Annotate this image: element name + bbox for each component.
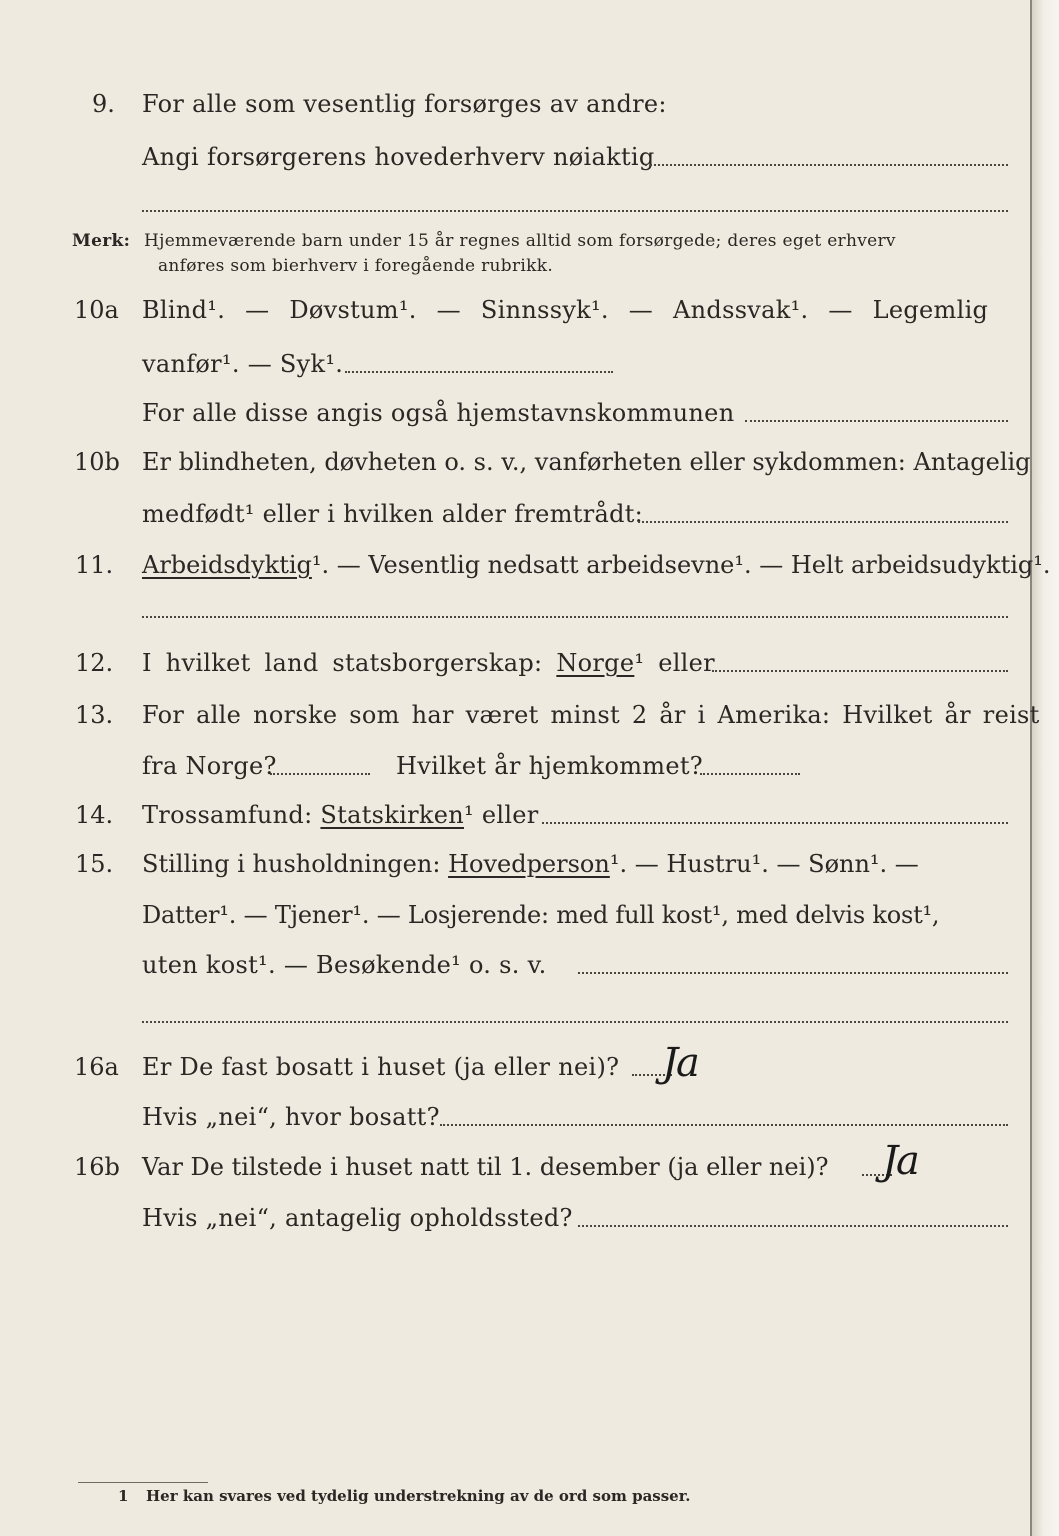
q11-number: 11.: [75, 551, 114, 579]
q11-line: [142, 550, 1051, 580]
merk-line2: anføres som bierhverv i foregående rubrikk.: [158, 256, 554, 276]
q12-norge: Norge: [556, 649, 635, 677]
q12-question: I hvilket land statsborgerskap:: [142, 649, 543, 677]
q15-line3: uten kost¹. — Besøkende¹ o. s. v.: [142, 951, 547, 979]
q11-extra-line: [142, 616, 1008, 618]
q16a-where-line: [440, 1124, 1008, 1126]
q14-answer-line: [542, 822, 1008, 824]
footnote-text: Her kan svares ved tydelig understrekning av de ord som passer.: [146, 1487, 691, 1505]
q11-rest: ¹. — Vesentlig nedsatt arbeidsevne¹. — Helt arbeidsudyktig¹.: [311, 551, 1051, 579]
q12-line: [142, 648, 715, 678]
q10a-home-line: [745, 420, 1008, 422]
q16b-number: 16b: [74, 1153, 120, 1181]
q9-answer-line: [645, 164, 1008, 166]
q14-label: Trossamfund:: [142, 801, 313, 829]
q13-left-line: [270, 773, 370, 775]
q11-arbeidsdyktig: Arbeidsdyktig: [142, 551, 312, 579]
q16a-number: 16a: [74, 1053, 119, 1081]
q16b-line2: Hvis „nei“, antagelig opholdssted?: [142, 1204, 573, 1232]
q16b-line1: Var De tilstede i huset natt til 1. desember (ja eller nei)?: [142, 1153, 829, 1181]
footnote-marker: 1: [118, 1487, 129, 1505]
footnote-rule: [78, 1482, 208, 1483]
q13-line2a: fra Norge?: [142, 752, 277, 780]
q15-line2: Datter¹. — Tjener¹. — Losjerende: med full kost¹, med delvis kost¹,: [142, 901, 940, 929]
merk-label: Merk:: [72, 231, 131, 251]
q10b-line2: medfødt¹ eller i hvilken alder fremtrådt:: [142, 500, 644, 528]
q15-number: 15.: [75, 850, 114, 878]
q12-number: 12.: [75, 649, 114, 677]
q10a-line3: For alle disse angis også hjemstavnskommunen: [142, 399, 735, 427]
q14-eller: ¹ eller: [463, 801, 539, 829]
q10b-line1: Er blindheten, døvheten o. s. v., vanførheten eller sykdommen: Antagelig: [142, 448, 1031, 476]
q12-answer-line: [712, 670, 1008, 672]
q13-line2b: Hvilket år hjemkommet?: [396, 752, 703, 780]
q16a-handwritten-answer: Ja: [662, 1040, 698, 1086]
q16b-stay-line: [578, 1225, 1008, 1227]
q15-answer-line: [578, 972, 1008, 974]
merk-line1: Hjemmeværende barn under 15 år regnes alltid som forsørgede; deres eget erhverv: [144, 231, 896, 251]
q14-number: 14.: [75, 801, 114, 829]
q16b-handwritten-answer: Ja: [882, 1138, 918, 1184]
q10a-line1: Blind¹. — Døvstum¹. — Sinnssyk¹. — Andssvak¹. — Legemlig: [142, 296, 989, 324]
q14-line: [142, 800, 539, 830]
q16a-line2: Hvis „nei“, hvor bosatt?: [142, 1103, 440, 1131]
q10a-answer-line: [345, 371, 613, 373]
q9-number: 9.: [92, 90, 115, 118]
q12-eller: ¹ eller: [634, 649, 715, 677]
q10b-answer-line: [638, 521, 1008, 523]
q15-options1: ¹. — Hustru¹. — Sønn¹. —: [609, 850, 919, 878]
q15-line1: [142, 849, 919, 879]
q13-number: 13.: [75, 701, 114, 729]
q13-right-line: [700, 773, 800, 775]
q10a-number: 10a: [74, 296, 119, 324]
page-edge: [1030, 0, 1059, 1536]
q15-hovedperson: Hovedperson: [448, 850, 610, 878]
q10a-line2: vanfør¹. — Syk¹.: [142, 350, 344, 378]
q16a-line1: Er De fast bosatt i huset (ja eller nei)?: [142, 1053, 620, 1081]
q15-label: Stilling i husholdningen:: [142, 850, 441, 878]
q9-line1: For alle som vesentlig forsørges av andre:: [142, 90, 667, 118]
q15-extra-line: [142, 1021, 1008, 1023]
q13-line1: For alle norske som har været minst 2 år i Amerika: Hvilket år reist: [142, 701, 1040, 729]
q9-line2: Angi forsørgerens hovederhverv nøiaktig: [142, 143, 655, 171]
q9-extra-line: [142, 210, 1008, 212]
q14-statskirken: Statskirken: [320, 801, 464, 829]
q10b-number: 10b: [74, 448, 120, 476]
